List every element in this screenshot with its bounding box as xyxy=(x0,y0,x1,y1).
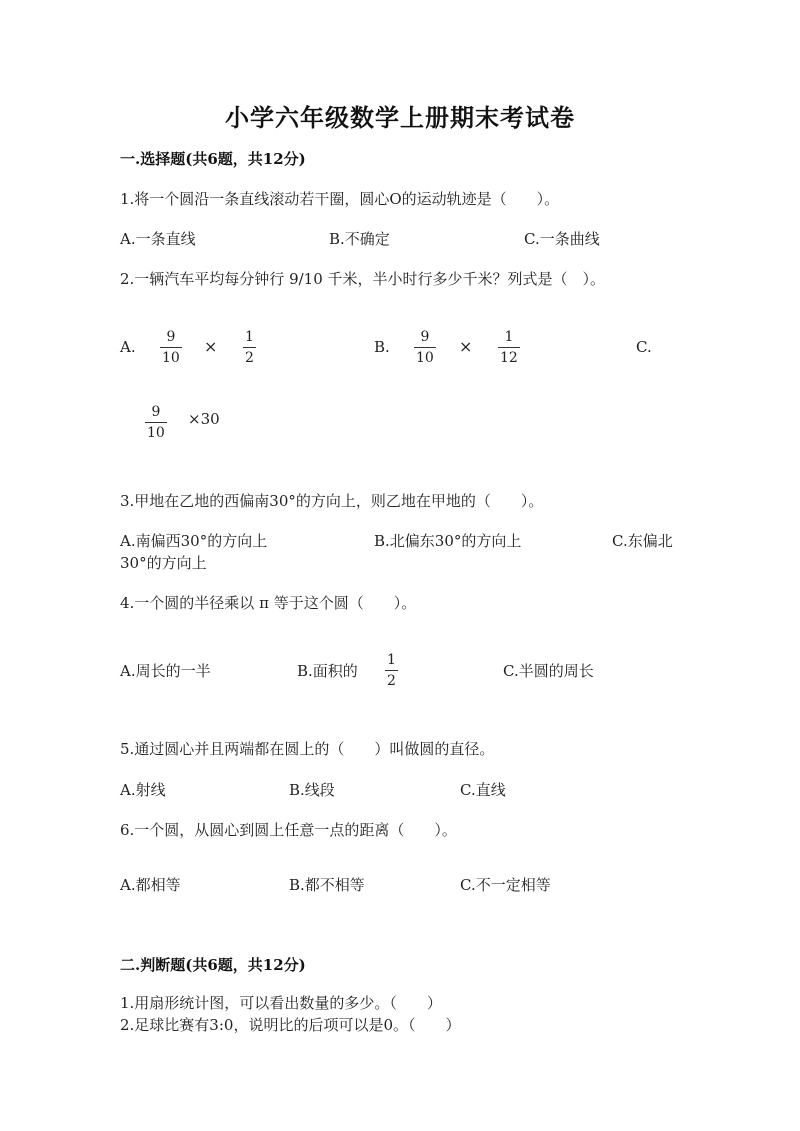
question-2-option-c-fraction xyxy=(145,405,167,440)
judgment-question-1: 1.用扇形统计图，可以看出数量的多少。（ ） xyxy=(120,994,442,1012)
fraction-denominator: 10 xyxy=(416,350,434,366)
question-5-option-a: A.射线 xyxy=(120,781,166,799)
question-1-option-a: A.一条直线 xyxy=(120,230,196,248)
question-2-option-b-fraction-1 xyxy=(414,330,436,365)
question-1-option-b: B.不确定 xyxy=(329,230,390,248)
question-6-option-a: A.都相等 xyxy=(120,876,181,894)
question-4-option-c: C.半圆的周长 xyxy=(503,662,594,680)
question-5-option-c: C.直线 xyxy=(460,781,506,799)
fraction-numerator: 1 xyxy=(387,652,396,668)
fraction-denominator: 2 xyxy=(245,350,254,366)
fraction-numerator: 1 xyxy=(245,329,254,345)
question-2-option-a-label: A. xyxy=(120,338,136,356)
fraction-numerator: 9 xyxy=(420,329,430,345)
fraction-denominator: 2 xyxy=(387,673,396,689)
fraction-denominator: 10 xyxy=(162,350,180,366)
question-5-text: 5.通过圆心并且两端都在圆上的（ ）叫做圆的直径。 xyxy=(120,740,495,758)
question-4-text: 4.一个圆的半径乘以 π 等于这个圆（ ）。 xyxy=(120,594,417,612)
question-3-option-c: C.东偏北 xyxy=(612,532,673,550)
question-6-option-b: B.都不相等 xyxy=(289,876,365,894)
question-4-option-a: A.周长的一半 xyxy=(120,662,211,680)
section-heading-judgment: 二.判断题(共6题，共12分) xyxy=(120,956,306,974)
question-2-text: 2.一辆汽车平均每分钟行 9/10 千米，半小时行多少千米？列式是（ ）。 xyxy=(120,270,606,288)
judgment-question-2: 2.足球比赛有3:0，说明比的后项可以是0。（ ） xyxy=(120,1016,461,1034)
question-3-option-c-continued: 30°的方向上 xyxy=(120,554,207,572)
question-6-option-c: C.不一定相等 xyxy=(460,876,551,894)
fraction-numerator: 9 xyxy=(151,404,161,420)
question-3-option-b: B.北偏东30°的方向上 xyxy=(374,532,522,550)
question-2-option-c-rest: ×30 xyxy=(188,410,220,428)
section-heading-choice: 一.选择题(共6题，共12分) xyxy=(120,150,306,168)
question-2-option-a-fraction-2 xyxy=(243,330,256,365)
question-3-option-a: A.南偏西30°的方向上 xyxy=(120,532,268,550)
question-6-text: 6.一个圆，从圆心到圆上任意一点的距离（ ）。 xyxy=(120,821,457,839)
page-title: 小学六年级数学上册期末考试卷 xyxy=(225,103,575,132)
fraction-numerator: 9 xyxy=(166,329,176,345)
question-2-option-a-fraction-1 xyxy=(160,330,182,365)
question-1-option-c: C.一条曲线 xyxy=(524,230,600,248)
fraction-denominator: 12 xyxy=(500,350,518,366)
question-4-option-b-fraction xyxy=(385,653,398,688)
fraction-denominator: 10 xyxy=(147,425,165,441)
question-2-option-a-operator: × xyxy=(204,337,218,356)
question-4-option-b: B.面积的 xyxy=(297,662,358,680)
question-5-option-b: B.线段 xyxy=(289,781,335,799)
question-2-option-b-operator: × xyxy=(459,337,473,356)
question-2-option-c-label: C. xyxy=(636,338,652,356)
question-2-option-b-label: B. xyxy=(374,338,390,356)
question-2-option-b-fraction-2 xyxy=(498,330,520,365)
fraction-numerator: 1 xyxy=(504,329,514,345)
question-1-text: 1.将一个圆沿一条直线滚动若干圈，圆心O的运动轨迹是（ ）。 xyxy=(120,190,560,208)
question-3-text: 3.甲地在乙地的西偏南30°的方向上，则乙地在甲地的（ ）。 xyxy=(120,492,544,510)
